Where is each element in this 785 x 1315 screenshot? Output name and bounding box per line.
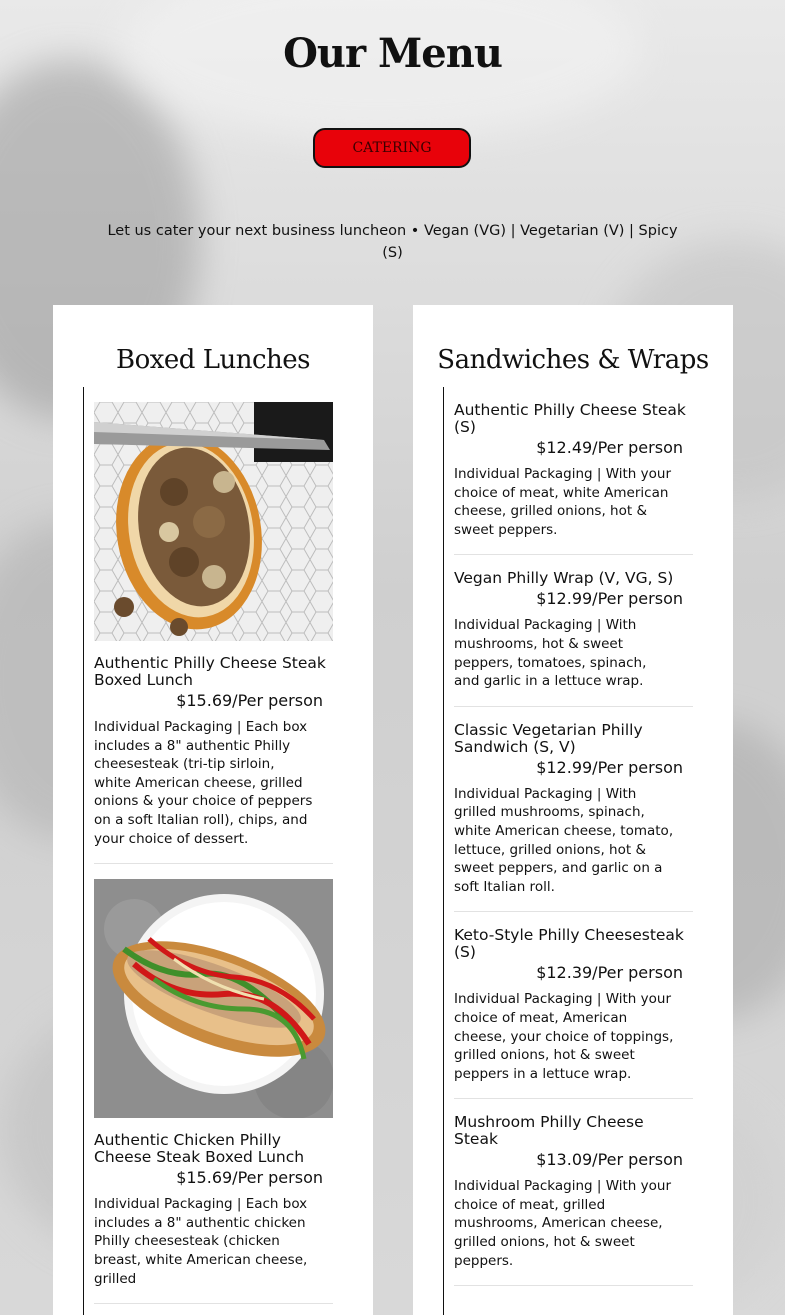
item-price: $12.39/Per person	[536, 963, 683, 983]
page-title: Our Menu	[283, 30, 502, 77]
menu-item[interactable]	[454, 927, 693, 1099]
item-description: Individual Packaging | With your choice of meat, white American cheese, grilled onions, hot & sweet peppers.	[454, 466, 671, 538]
philly-cheesesteak-photo	[94, 402, 333, 641]
item-name: Mushroom Philly Cheese Steak	[454, 1113, 644, 1149]
item-description: Individual Packaging | With mushrooms, hot & sweet peppers, tomatoes, spinach, and garlic in a lettuce wrap.	[454, 617, 647, 690]
menu-subtitle: Let us cater your next business luncheon • Vegan (VG) | Vegetarian (V) | Spicy (S)	[107, 223, 678, 261]
menu-item[interactable]	[454, 1114, 693, 1286]
menu-item[interactable]	[454, 387, 693, 555]
section-heading-boxed-lunches: Boxed Lunches	[115, 345, 310, 375]
item-price: $13.09/Per person	[536, 1150, 683, 1170]
item-description: Individual Packaging | With your choice of meat, American cheese, your choice of toppings, grilled onions, hot & sweet peppers in a lettuce wrap.	[454, 991, 674, 1082]
menu-item[interactable]	[94, 879, 333, 1304]
menu-item[interactable]	[454, 570, 693, 706]
catering-button[interactable]: CATERING	[313, 128, 471, 168]
sandwiches-wraps-card	[413, 305, 733, 1315]
item-name: Authentic Philly Cheese Steak (S)	[454, 401, 686, 436]
item-description: Individual Packaging | Each box includes a 8" authentic Philly cheesesteak (tri-tip sirloin, white American cheese, grilled onions & your choice of peppers on a soft Italian roll), chips, and your choice of dessert.	[94, 719, 313, 847]
item-name: Vegan Philly Wrap (V, VG, S)	[454, 569, 674, 588]
menu-item[interactable]	[454, 722, 693, 913]
item-name: Authentic Philly Cheese Steak Boxed Lunch	[94, 654, 326, 689]
item-name: Keto-Style Philly Cheesesteak (S)	[454, 926, 684, 962]
boxed-lunches-card	[53, 305, 373, 1315]
item-name: Classic Vegetarian Philly Sandwich (S, V)	[454, 720, 643, 756]
boxed-lunches-list	[83, 387, 333, 1315]
menu-item[interactable]	[94, 387, 333, 864]
sandwiches-wraps-list	[443, 387, 693, 1315]
item-price: $15.69/Per person	[176, 691, 323, 710]
section-heading-sandwiches-wraps: Sandwiches & Wraps	[437, 345, 709, 375]
item-name: Authentic Chicken Philly Cheese Steak Boxed Lunch	[94, 1131, 305, 1167]
item-description: Individual Packaging | Each box includes a 8" authentic chicken Philly cheesesteak (chicken breast, white American cheese, grilled	[94, 1196, 308, 1287]
item-price: $15.69/Per person	[176, 1168, 323, 1188]
item-price: $12.49/Per person	[536, 438, 683, 457]
item-price: $12.99/Per person	[536, 757, 683, 777]
chicken-philly-photo	[94, 879, 333, 1118]
item-description: Individual Packaging | With your choice of meat, grilled mushrooms, American cheese, grilled onions, hot & sweet peppers.	[454, 1178, 671, 1269]
item-description: Individual Packaging | With grilled mushrooms, spinach, white American cheese, tomato, lettuce, grilled onions, hot & sweet peppers, and garlic on a soft Italian roll.	[454, 785, 674, 895]
item-price: $12.99/Per person	[536, 589, 683, 609]
